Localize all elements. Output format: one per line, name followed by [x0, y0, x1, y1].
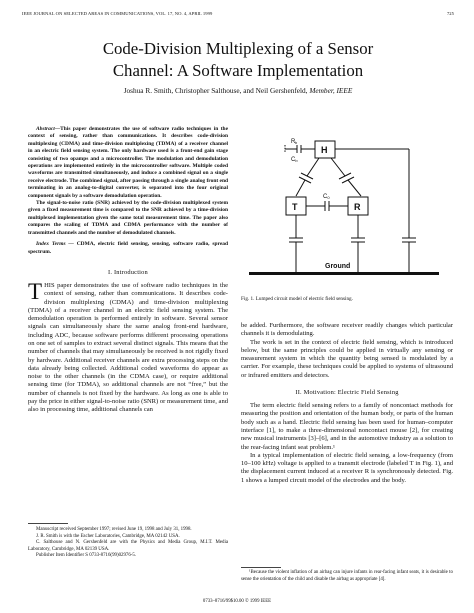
right-footnote-rule	[241, 567, 281, 568]
author-membership: Member, IEEE	[309, 86, 353, 95]
abstract-p2: The signal-to-noise ratio (SNR) achieved by the code-division multiplexed system given a fixed measurement time is compared to the SNR achieved by a time-division multiplexed implementation given the same total measurement time. The paper also compares the scaling of TDMA and CDMA performance with the number of transmitted channels and the number of demodulated channels.	[28, 200, 228, 236]
right-paragraph-4: In a typical implementation of electric field sensing, a low-frequency (from 10–100 kHz) voltage is applied to a transmit electrode (labeled T in Fig. 1), and the displacement current induced at a receiver R is synchronously detected. Fig. 1 shows a lumped circuit model of the electrodes and the body.	[241, 451, 453, 484]
lumped-circuit-diagram	[241, 122, 453, 292]
figure-caption: Fig. 1. Lumped circuit model of electric field sensing.	[241, 296, 353, 302]
left-footnotes	[28, 527, 228, 560]
footnote-airbag: ¹Because the violent inflation of an airbag can injure infants in rear-facing infant seats, it is desirable to sense the orientation of the child and disable the airbag as appropriate [4].	[241, 570, 453, 582]
ground-plate	[249, 272, 439, 275]
label-c0: C0	[323, 194, 330, 200]
section-1-heading: I. Introduction	[108, 268, 148, 276]
label-rb: R	[291, 139, 296, 145]
author-line	[22, 86, 454, 95]
page-number: 725	[446, 11, 454, 16]
label-b: b	[295, 140, 298, 145]
left-column	[28, 126, 228, 415]
footnote-manuscript: Manuscript received September 1997; revised June 19, 1998 and July 31, 1998.	[36, 527, 192, 532]
footnote-identifier: Publisher Item Identifier S 0733-8716(99)02976-5.	[36, 553, 137, 558]
section-2-heading: II. Motivation: Electric Field Sensing	[295, 389, 399, 397]
running-header	[22, 11, 454, 19]
label-t: T	[292, 202, 298, 212]
label-cb: Cb	[291, 157, 298, 163]
right-paragraph-1: be added. Furthermore, the software receiver readily changes which particular channels it is demodulating.	[241, 322, 453, 338]
section-1-paragraph: THIS paper demonstrates the use of software radio techniques in the context of sensing, rather than communications. It describes code-division multiplexing (CDMA) and time-division multiplexing (TDMA) of a receiver channel in an electric field sensing system. The demodulation operation is performed entirely in software. Several sensor signals can simultaneously share the same analog front-end hardware, including ADC, because software performs different processing operations on one set of samples to extract several distinct signals. This means that the number of channels that may simultaneously be received is not rigidly fixed by hardware. Additional receiver channels are extra processing steps on the data already being collected. Additional coded waveforms do appear as noise to the other channels (in the CDMA case), or require additional sensing time (for TDMA), so additional channels are not “free,” but the number of channels is not fixed by the hardware. As long as one is able to pay the price in either signal-to-noise ratio (SNR) or measurement time, and also in processing time, additional channels can	[28, 278, 228, 414]
title-line-1: Code-Division Multiplexing of a Sensor	[102, 39, 374, 58]
right-paragraph-3: The term electric field sensing refers to a family of noncontact methods for measuring the position and orientation of the human body, or parts of the human body such as a hand. Electric field sensing has been used for human–computer interface [1], to make a three-dimensional noncontact mouse [2], for creating new musical instruments [3]–[6], and in the automotive industry as a solution to the rear-facing infant seat problem.¹	[241, 402, 453, 451]
abstract-label: Abstract—	[36, 126, 61, 132]
abstract-p1: Abstract—This paper demonstrates the use of software radio techniques in the context of sensing, rather than communications. It describes code-division multiplexing (CDMA) and time-division multiplexing (TDMA) of a receiver channel in an electric field sensing system. The only hardware used is a front-end gain stage consisting of two opamps and a microcontroller. The modulation and demodulation operations are implemented entirely in the microcontroller software. Multiple coded waveforms are transmitted simultaneously, and induce a combined signal on a single receive electrode. The combined signal, after passing through a single analog front end terminating in an analog-to-digital converter, is separated into the four original component signals by a software demodulation operation.	[28, 126, 228, 199]
label-ground: Ground	[325, 263, 351, 270]
footnote-smith: J. R. Smith is with the Escher Laboratories, Cambridge, MA 02142 USA.	[36, 533, 180, 539]
label-h: H	[321, 145, 328, 155]
figure-1	[241, 122, 453, 292]
author-names: Joshua R. Smith, Christopher Salthouse, and Neil Gershenfeld,	[123, 86, 308, 95]
footnote-salthouse: C. Salthouse and N. Gershenfeld are with the Physics and Media Group, M.I.T. Media Laboratory, Cambridge, MA 02139 USA.	[28, 540, 228, 552]
footnote-rule	[28, 523, 68, 524]
title-line-2: Channel: A Software Implementation	[112, 61, 364, 80]
drop-cap: T	[28, 278, 43, 304]
right-column	[241, 322, 453, 485]
paper-title	[22, 38, 454, 82]
journal-name: IEEE JOURNAL ON SELECTED AREAS IN COMMUNICATIONS, VOL. 17, NO. 4, APRIL 1999	[22, 11, 213, 16]
copyright-line: 0733–8716/99$10.00 © 1999 IEEE	[202, 599, 272, 604]
right-footnotes	[241, 570, 453, 583]
index-terms: Index Terms — CDMA, electric field sensing, sensing, software radio, spread spectrum.	[28, 241, 228, 255]
index-terms-label: Index Terms —	[36, 241, 74, 248]
label-r: R	[354, 202, 361, 212]
right-paragraph-2: The work is set in the context of electric field sensing, which is introduced below, but the same principles could be applied in virtually any sensing or measurement system in which the quantity being sensed is modulated by a carrier. For example, these techniques could be applied to systems of ultrasound or infrared emitters and detectors.	[241, 338, 453, 379]
